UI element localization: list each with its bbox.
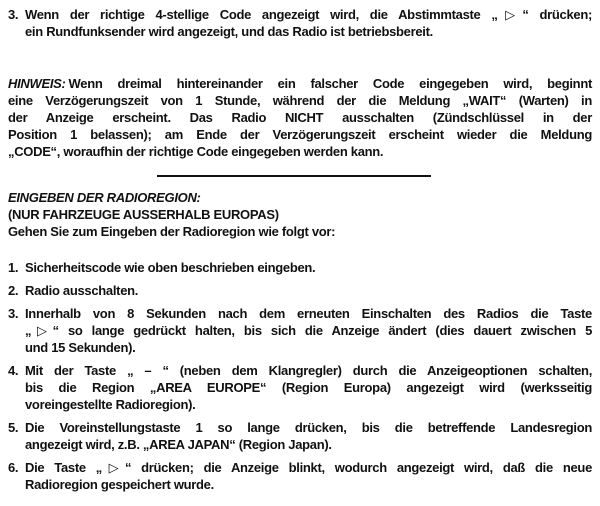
- step-item-1: [8, 259, 592, 276]
- text-line: Wenn der richtige 4-stellige Code angezeigt wird, die Abstimmtaste „▷“ drücken;: [25, 7, 592, 22]
- top-list-item: [8, 6, 592, 40]
- text-line: Innerhalb von 8 Sekunden nach dem erneuten Einschalten des Radios die Taste: [25, 306, 592, 321]
- section-subtitle: (NUR FAHRZEUGE AUSSERHALB EUROPAS): [8, 207, 279, 222]
- text-line: Radio ausschalten.: [25, 283, 139, 298]
- section-intro: Gehen Sie zum Eingeben der Radioregion wie folgt vor:: [8, 224, 336, 239]
- note-line-rest: Wenn dreimal hintereinander ein falscher Code eingegeben wird, beginnt: [68, 76, 592, 91]
- text-line: „CODE“, woraufhin der richtige Code eingegeben werden kann.: [8, 144, 384, 159]
- step-number: 3.: [8, 306, 19, 321]
- text-line: angezeigt wird, z.B. „AREA JAPAN“ (Region Japan).: [25, 437, 332, 452]
- text-line: Sicherheitscode wie oben beschrieben eingeben.: [25, 260, 316, 275]
- text-line: ein Rundfunksender wird angezeigt, und das Radio ist betriebsbereit.: [25, 24, 433, 39]
- text-line: der Anzeige erscheint. Das Radio NICHT ausschalten (Zündschlüssel in der: [8, 110, 592, 125]
- text-line: bis die Region „AREA EUROPE“ (Region Europa) angezeigt wird (werksseitig: [25, 380, 592, 395]
- note-label: HINWEIS:: [8, 76, 66, 91]
- text-line: voreingestellte Radioregion).: [25, 397, 196, 412]
- step-text: [25, 362, 592, 413]
- text-line: Position 1 belassen); am Ende der Verzögerungszeit erscheint wieder die Meldung: [8, 127, 592, 142]
- steps-list: [8, 259, 592, 493]
- step-number: 6.: [8, 460, 19, 475]
- text-line: eine Verzögerungszeit von 1 Stunde, während der die Meldung „WAIT“ (Warten) in: [8, 93, 592, 108]
- section-heading-block: [8, 189, 592, 240]
- step-number: 4.: [8, 363, 19, 378]
- step-item-2: [8, 282, 592, 299]
- step-text: [25, 6, 592, 40]
- text-line: „▷“ so lange gedrückt halten, bis sich die Anzeige ändert (dies dauert zwischen 5: [25, 323, 592, 338]
- step-text: [25, 259, 592, 276]
- step-text: [25, 305, 592, 356]
- text-line: Radioregion gespeichert wurde.: [25, 477, 214, 492]
- step-text: [25, 282, 592, 299]
- section-divider-rule: [157, 175, 431, 177]
- step-text: [25, 419, 592, 453]
- step-text: [25, 459, 592, 493]
- step-item-6: [8, 459, 592, 493]
- step-number: 1.: [8, 260, 19, 275]
- text-line: Mit der Taste „ – “ (neben dem Klangregler) durch die Anzeigeoptionen schalten,: [25, 363, 592, 378]
- step-item-5: [8, 419, 592, 453]
- text-line: Die Taste „▷“ drücken; die Anzeige blinkt, wodurch angezeigt wird, daß die neue: [25, 460, 592, 475]
- section-title: EINGEBEN DER RADIOREGION:: [8, 190, 201, 205]
- text-line: Die Voreinstellungstaste 1 so lange drücken, bis die betreffende Landesregion: [25, 420, 592, 435]
- step-item-3: [8, 305, 592, 356]
- step-number: 3.: [8, 7, 19, 22]
- note-paragraph: [8, 75, 592, 160]
- step-number: 2.: [8, 283, 19, 298]
- step-number: 5.: [8, 420, 19, 435]
- text-line: [8, 75, 592, 92]
- text-line: und 15 Sekunden).: [25, 340, 136, 355]
- step-item-4: [8, 362, 592, 413]
